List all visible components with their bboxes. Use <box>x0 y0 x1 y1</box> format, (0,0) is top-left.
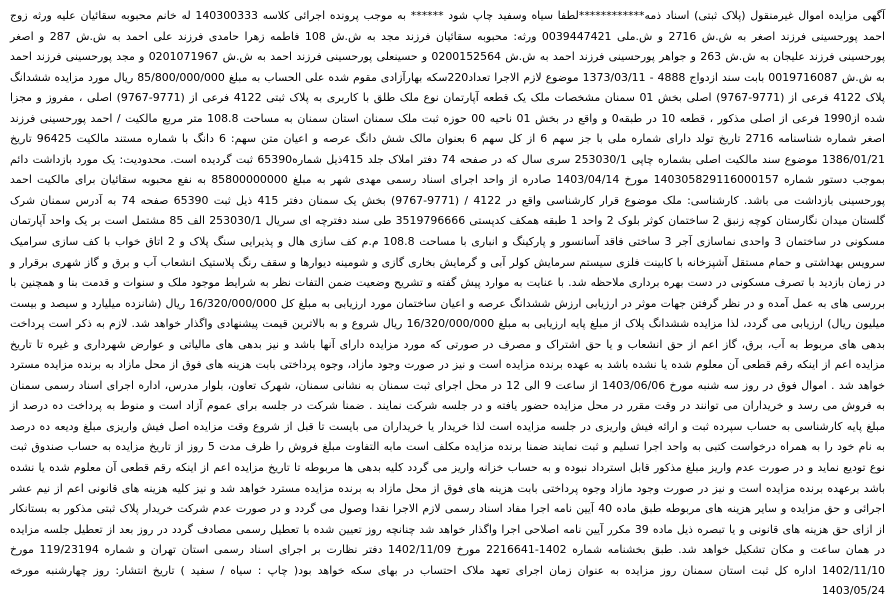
auction-notice-text: آگهی مزایده اموال غیرمنقول (پلاک ثبتی) اسناد ذمه************لطفا سیاه وسفید چاپ شود ****** به موجب پرونده اجرائی کلاسه 140300333 له خانم محبوبه سقائیان علیه ورثه زوج احمد پورحسینی فرزند اصغر به ش.ش 2716 و ش.ملی 0039447421 ورثه: محبوبه سقائیان فرزند مجد به ش.ش 108 فاطمه زهرا حامدی فرزند علی احمد به ش.ش 287 و اصغر پورحسینی فرزند علیجان به ش.ش 263 و جواهر پورحسینی فرزند احمد به ش.ش 0200152564 و حسینعلی پورحسینی فرزند احمد به ش.ش 0201071967 و مجد پورحسینی فرزند احمد به ش.ش 0019716087 بابت سند ازدواج 4888 - 1373/03/11 موضوع لازم الاجرا تعداد220سکه بهارآزادی مقوم شده علی الحساب به مبلغ 85/800/000/000 ریال مورد مزایده ششدانگ پلاک 4122 فرعی از (9771-9767) اصلی بخش 01 سمنان مشخصات ملک یک قطعه آپارتمان نوع ملک طلق با کاربری به پلاک ثبتی 4122 فرعی از (9771-9767) اصلی ، مفروز و مجزا شده از1990 فرعی از اصلی مذکور ، قطعه 10 در طبقه0 و واقع در بخش 01 ناحیه 00 حوزه ثبت ملک سمنان استان سمنان به مساحت 108.8 متر مربع مالکیت / احمد پورحسینی فرزند اصغر شماره شناسنامه 2716 تاریخ تولد دارای شماره ملی با جز سهم 6 از کل سهم 6 بعنوان مالک شش دانگ عرصه و اعیان متن سهم: 6 دانگ با شماره مستند مالکیت 96425 تاریخ 1386/01/21 موضوع سند مالکیت اصلی بشماره چاپی 253030/1 سری سال که در صفحه 74 دفتر املاک جلد 415ذیل شماره65390 ثبت گردیده است. محدودیت: یک مورد بازداشت دائم بموجب دستور شماره 140305829116000157 مورخ 1403/04/14 صادره از واحد اجرای اسناد رسمی مهدی شهر به مبلغ 85800000000 به نفع محبوبه سقائیان برای مالکیت احمد پورحسینی بازداشت می باشد. کارشناسی: ملک موضوع قرار کارشناسی واقع در 4122 / (9771-9767) بخش یک سمنان دفتر 415 ذیل ثبت 65390 صفحه 74 به آدرس سمنان شرک گلستان میدان نگارستان کوچه زنبق 2 ساختمان کوثر بلوک 2 واحد 1 طبقه همکف کدپستی 3519796666 طی سند دفترچه ای سریال 253030/1 الف 85 مشتمل است بر یک واحد آپارتمان مسکونی در ساختمان 3 واحدی نماسازی آجر 3 ساختی فاقد آسانسور و پارکینگ و انباری با مساحت 108.8 م.م کف سازی هال و پذیرایی سنگ پلاک و 2 اتاق خواب با کف سازی سرامیک سرویس بهداشتی و حمام مستقل آشپزخانه با کابینت فلزی سیستم سرمایش کولر آبی و گرمایش بخاری گازی و شومینه دیوارها و سقف رنگ پلاستیک انشعاب آب و برق و گاز شهری برقرار و در زمان بازدید با تصرف مسکونی در دست بهره برداری ملاحظه شد. با عنایت به موارد پیش گفته و تشریح وضعیت ضمن التفات نظر به شرایط موجود ملک و سنوات و قدمت بنا و همچنین با بررسی های به عمل آمده و در نظر گرفتن جهات موثر در ارزیابی ارزش ششدانگ عرصه و اعیان ساختمان مورد ارزیابی به مبلغ کل 16/320/000/000 ریال (شانزده میلیارد و سیصد و بیست میلیون ریال) ارزیابی می گردد، لذا مزایده ششدانگ پلاک از مبلغ پایه ارزیابی به مبلغ 16/320/000/000 ریال شروع و به بالاترین قیمت پیشنهادی واگذار خواهد شد. لازم به ذکر است پرداخت بدهی های مربوط به آب، برق، گاز اعم از حق انشعاب و یا حق اشتراک و مصرف در صورتی که مورد مزایده دارای آنها باشد و نیز بدهی های مالیاتی و عوارض شهرداری و غیره تا تاریخ مزایده اعم از اینکه رقم قطعی آن معلوم شده یا نشده باشد به عهده برنده مزایده است و نیز در صورت وجود مازاد، وجوه پرداختی بابت هزینه های فوق از محل مازاد به برنده مزایده مسترد خواهد شد . اموال فوق در روز سه شنبه مورخ 1403/06/06 از ساعت 9 الی 12 در محل اجرای ثبت سمنان به نشانی سمنان، شهرک تعاون، بلوار مدرس، اداره اجرای اسناد رسمی سمنان به فروش می رسد و خریداران می توانند در وقت مقرر در محل مزایده حضور یافته و در جلسه شرکت نمایند . ضمنا شرکت در جلسه برای عموم آزاد است و منوط به پرداخت ده درصد از مبلغ پایه کارشناسی به حساب سپرده ثبت و ارائه فیش واریزی در جلسه مزایده است لذا خریدار یا خریداران می بایست تا قبل از شروع وقت مزایده اصل فیش واریزی مبلغ ودیعه ده درصد به نام خود را به همراه درخواست کتبی به واحد اجرا تسلیم و ثبت نمایند ضمنا برنده مزایده مکلف است مابه التفاوت مبلغ فروش را ظرف مدت 5 روز از تاریخ مزایده به حساب صندوق ثبت نوع تودیع نماید و در صورت عدم واریز مبلغ مذکور قابل استرداد نبوده و به حساب خزانه واریز می گردد کلیه بدهی ها مربوطه تا تاریخ مزایده اعم از اینکه رقم قطعی آن معلوم شده یا نشده باشد برعهده برنده مزایده است و نیز در صورت وجود مازاد وجوه پرداختی بابت هزینه های فوق از محل مازاد به برنده مزایده مسترد خواهد شد و نیز کلیه هزینه های قانونی اعم از نیم عشر اجرائی و حق مزایده و سایر هزینه های مربوطه طبق ماده 40 آیین نامه اجرا مفاد اسناد رسمی لازم الاجرا نقدا وصول می گردد و در صورت عدم شرکت خریدار پلاک ثبتی مذکور به بستانکار از ازای حق هزینه های قانونی و یا تبصره ذیل ماده 39 مکرر آیین نامه اصلاحی اجرا واگذار خواهد شد چنانچه روز تعیین شده با تعطیل رسمی مصادف گردد در روز بعد از تعطیل جلسه مزایده در همان ساعت و مکان تشکیل خواهد شد. طبق بخشنامه شماره 1402-2216641 مورخ 1402/11/09 دفتر نظارت بر اجرای اسناد رسمی استان تهران و شماره 119/23194 مورخ 1402/11/10 اداره کل ثبت استان سمنان روز مزایده به عنوان زمان اجرای تعهد ملاک احتساب در بهای سکه خواهد بود( چاپ : سیاه / سفید ) تاریخ انتشار: روز چهارشنبه مورخه 1403/05/24 <box>10 9 886 598</box>
